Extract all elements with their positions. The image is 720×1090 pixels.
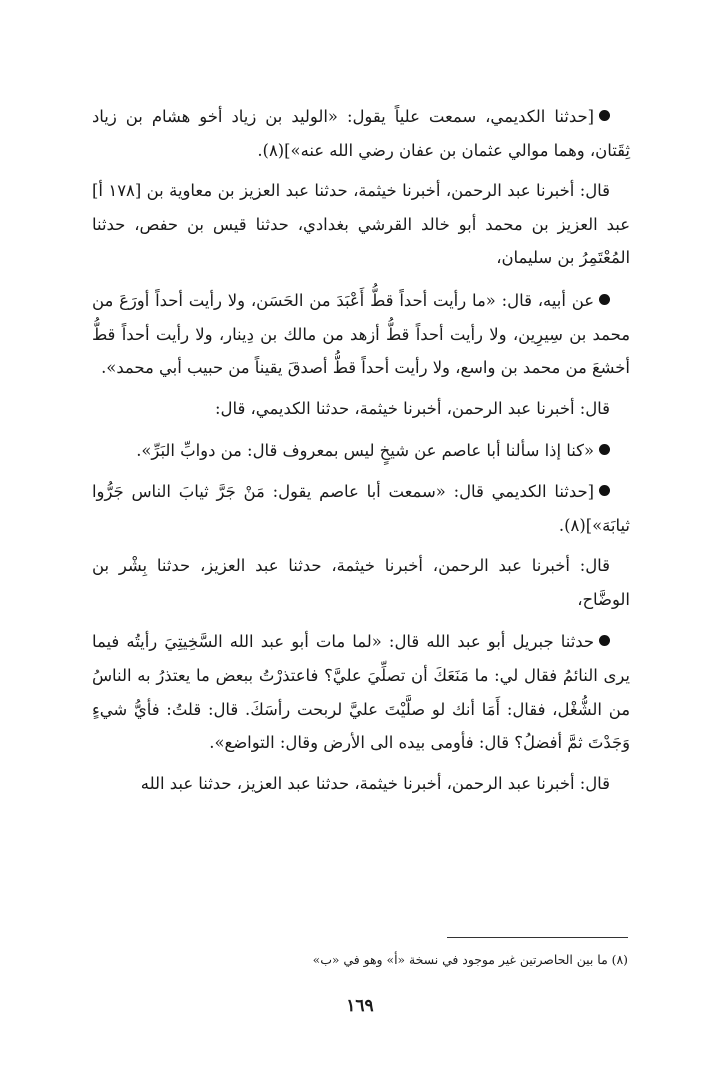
paragraph-text: حدثنا جبريل أبو عبد الله قال: «لما مات أبو عبد الله السَّخِيتِيَ رأيتُه فيما يرى النائمُ فقال لي: ما مَنَعَكَ أن تصلِّيَ عليَّ؟ فاعتذرْتُ ببعض ما يعتذرُ به الناسُ من الشُّغْل، فقال: أَمَا أنك لو صلَّيْتَ عليَّ لربحت رأسَكَ. قال: قلتُ: فأيُّ شيءٍ وَجَدْتَ ثمَّ أفضلُ؟ قال: فأومى بيده الى الأرض وقال: التواضع». [92,632,630,753]
bullet-icon [599,294,610,305]
paragraph-text: قال: أخبرنا عبد الرحمن، أخبرنا خيثمة، حدثنا الكديمي، قال: [215,398,610,418]
bullet-icon [599,110,610,121]
bullet-icon [599,485,610,496]
paragraph-1 [92,100,630,167]
paragraph-9 [92,767,630,801]
paragraph-7 [92,549,630,616]
paragraph-3 [92,284,630,385]
paragraph-text: «كنا إذا سألنا أبا عاصم عن شيخٍ ليس بمعروف قال: من دوابِّ البَرِّ». [136,441,594,461]
paragraph-text: [حدثنا الكديمي قال: «سمعت أبا عاصم يقول: مَنْ جَرَّ ثيابَ الناس جَرُّوا ثيابَهَ»](٨). [92,481,630,535]
paragraph-text: قال: أخبرنا عبد الرحمن، أخبرنا خيثمة، حدثنا عبد العزيز بن معاوية بن [١٧٨ أ] عبد العزيز بن محمد أبو خالد القرشي بغدادي، حدثنا قيس بن حفص، حدثنا المُعْتَمِرُ بن سليمان، [92,181,630,268]
footnote: (٨) ما بين الحاصرتين غير موجود في نسخة «أ» وهو في «ب» [312,952,628,967]
paragraph-text: [حدثنا الكديمي، سمعت علياً يقول: «الوليد بن زياد أخو هشام بن زياد ثِقَتان، وهما موالي عثمان بن عفان رضي الله عنه»](٨). [92,107,630,160]
paragraph-8 [92,625,630,759]
paragraph-4 [92,392,630,426]
bullet-icon [599,635,610,646]
page-number: ١٦٩ [346,996,374,1016]
paragraph-2 [92,174,630,275]
page-body [92,100,630,809]
paragraph-text: عن أبيه، قال: «ما رأيت أحداً قطُّ أَعْبَدَ من الحَسَن، ولا رأيت أحداً أورَعَ من محمد بن سِيرِين، ولا رأيت أحداً قطُّ أزهد من مالك بن دِينار، ولا رأيت أحداً قطُّ أخشعَ من محمد بن واسع، ولا رأيت أحداً قطُّ أصدقَ يقيناً من حبيب أبي محمد». [92,290,630,378]
paragraph-text: قال: أخبرنا عبد الرحمن، أخبرنا خيثمة، حدثنا عبد العزيز، حدثنا عبد الله [140,773,610,793]
paragraph-6 [92,475,630,542]
footnote-divider [447,937,628,938]
paragraph-5 [92,434,630,468]
bullet-icon [599,444,610,455]
paragraph-text: قال: أخبرنا عبد الرحمن، أخبرنا خيثمة، حدثنا عبد العزيز، حدثنا بِشْر بن الوضَّاح، [92,556,630,609]
